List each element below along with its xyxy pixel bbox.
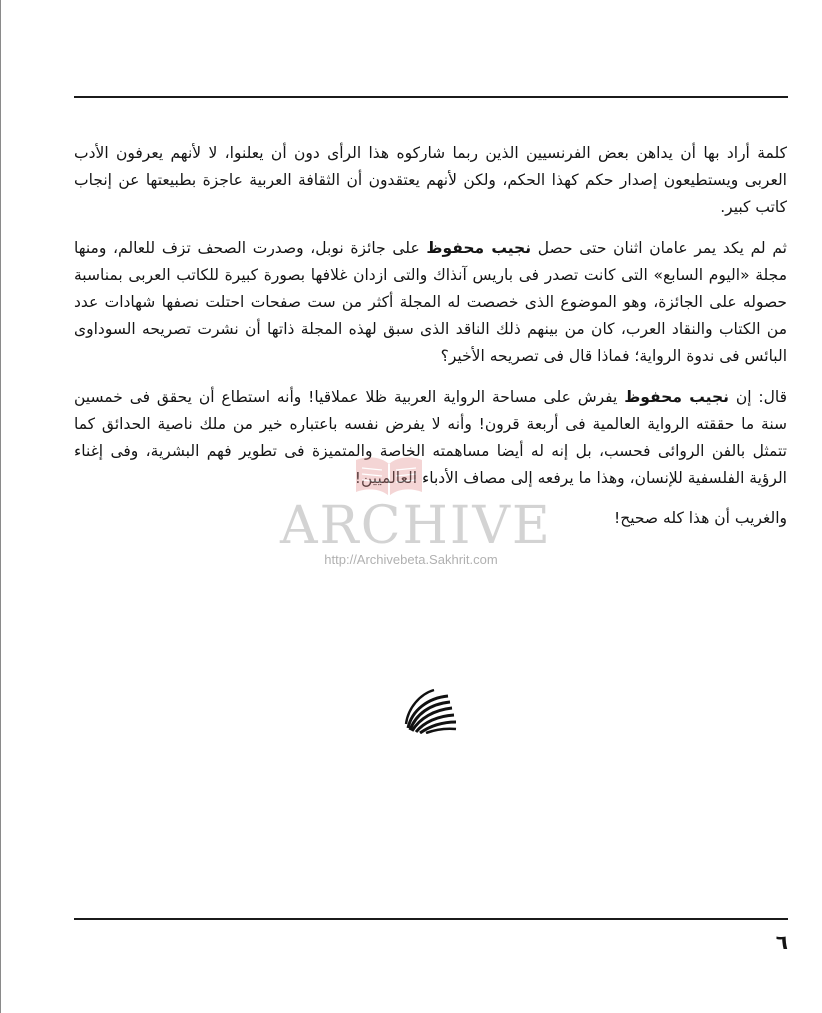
watermark-title: ARCHIVE: [280, 496, 552, 556]
paragraph-3-before-name: قال: إن: [728, 387, 787, 406]
paragraph-2: [74, 235, 787, 371]
paragraph-2-before-name: ثم لم يكد يمر عامان اثنان حتى حصل: [531, 238, 787, 257]
swirl-ornament-icon: [402, 688, 460, 734]
page-number: ٦: [775, 930, 788, 954]
paragraph-3-after-name: يفرش على مساحة الرواية العربية ظلا عملاقيا! وأنه استطاع أن يحقق فى خمسين سنة ما حققته الرواية العالمية فى أربعة قرون! وأنه لا يفرض نفسه باعتباره خير من ملك ناصية الحدائق كما تتمثل بالفن الروائى فحسب، بل إنه له أيضا مساهمته الخاصة والمتميزة فى تطوير فهم البشرية، وفى إغناء الرؤية الفلسفية للإنسان، وهذا ما يرفعه إلى مصاف الأدباء العالميين!: [74, 387, 787, 488]
top-rule: [74, 96, 788, 98]
paragraph-4: والغريب أن هذا كله صحيح!: [614, 509, 787, 528]
paragraph-1: كلمة أراد بها أن يداهن بعض الفرنسيين الذين ربما شاركوه هذا الرأى دون أن يعلنوا، لا لأنهم يعرفون الأدب العربى ويستطيعون إصدار حكم كهذا الحكم، ولكن لأنهم يعتقدون أن الثقافة العربية عاجزة بطبيعتها عن إنجاب كاتب كبير.: [74, 144, 787, 217]
bold-name: نجيب محفوظ: [426, 238, 532, 257]
bottom-rule: [74, 918, 788, 920]
paragraph-2-after-name: على جائزة نوبل، وصدرت الصحف تزف للعالم، ومنها مجلة «اليوم السابع» التى كانت تصدر فى باريس آنذاك والتى ازدان غلافها بصورة كبيرة للكاتب العربى بمناسبة حصوله على الجائزة، وهو الموضوع الذى خصصت له المجلة أكثر من ست صفحات احتلت نصفها شهادات عدد من الكتاب والنقاد العرب، كان من بينهم ذلك الناقد الذى سبق لهذه المجلة ذاتها أن نشرت تصريحه السوداوى البائس فى ندوة الرواية؛ فماذا قال فى تصريحه الأخير؟: [74, 238, 787, 366]
paragraph-3: [74, 384, 787, 493]
watermark-url: http://Archivebeta.Sakhrit.com: [324, 552, 498, 567]
bold-name: نجيب محفوظ: [624, 387, 729, 406]
page-left-edge: [0, 0, 1, 1013]
body-text: [74, 140, 787, 546]
